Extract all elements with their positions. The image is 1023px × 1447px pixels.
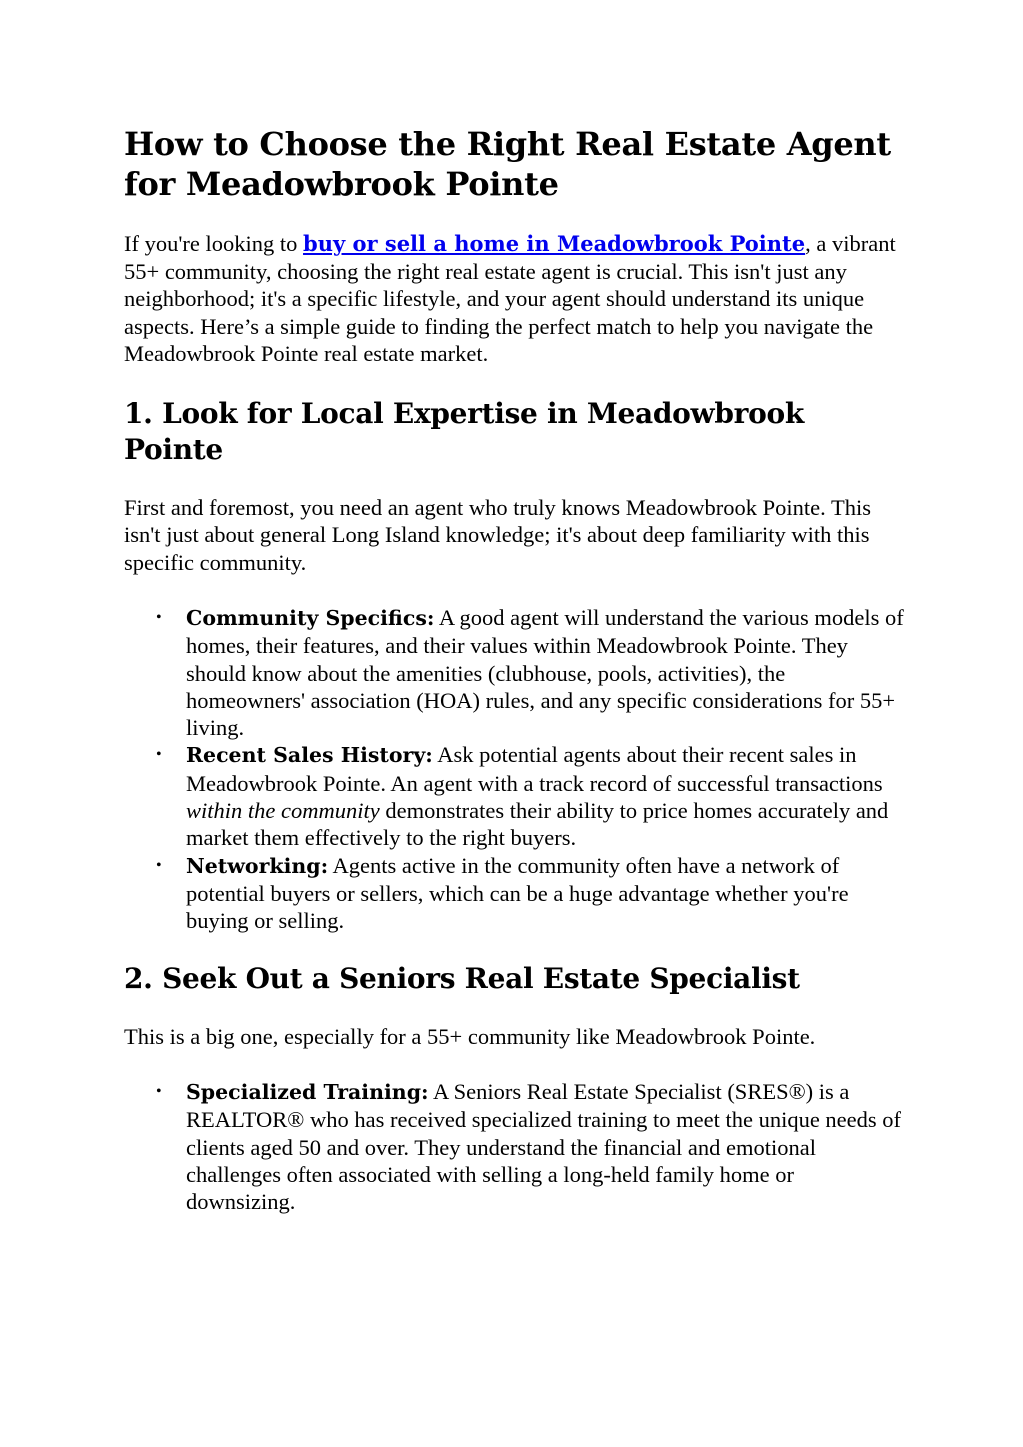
buy-sell-home-link[interactable]: buy or sell a home in Meadowbrook Pointe (303, 231, 806, 256)
page-title: How to Choose the Right Real Estate Agent for Meadowbrook Pointe (124, 125, 891, 203)
list-item-label: Recent Sales History: (186, 743, 433, 768)
list-item-label: Specialized Training: (186, 1080, 429, 1105)
bullet-icon: • (156, 746, 162, 764)
list-item-text: Ask potential agents about their recent sales in Meadowbrook Pointe. An agent with a track record of successful transactions (186, 742, 883, 796)
list-item-networking (156, 852, 904, 935)
document-page (124, 124, 904, 1242)
section-1-paragraph: First and foremost, you need an agent who truly knows Meadowbrook Pointe. This isn't just about general Long Island knowledge; it's about deep familiarity with this specific community. (124, 494, 871, 575)
list-item-label: Community Specifics: (186, 606, 435, 630)
list-item-recent-sales (156, 741, 904, 851)
list-item-community-specifics (156, 604, 904, 741)
intro-paragraph (124, 230, 904, 368)
list-item-text: A Seniors Real Estate Specialist (SRES®) is a REALTOR® who has received specialized training to meet the unique needs of clients aged 50 and over. They understand the financial and emotional challenges often associated with selling a long-held family home or downsizing. (186, 1079, 902, 1215)
section-1-heading: 1. Look for Local Expertise in Meadowbrook Pointe (124, 396, 804, 466)
section-1-list (124, 604, 904, 935)
intro-text-before: If you're looking to (124, 231, 304, 256)
list-item-label: Networking: (186, 853, 329, 878)
bullet-icon: • (156, 856, 162, 874)
section-2-heading: 2. Seek Out a Seniors Real Estate Specialist (124, 961, 800, 995)
bullet-icon: • (156, 609, 162, 626)
list-item-text: Agents active in the community often have a network of potential buyers or sellers, which can be a huge advantage whether you're buying or selling. (186, 852, 849, 934)
list-item-text-after: demonstrates their ability to price homes accurately and market them effectively to the right buyers. (186, 798, 889, 851)
section-2-list (124, 1078, 904, 1215)
intro-text-after: , a vibrant 55+ community, choosing the right real estate agent is crucial. This isn't just any neighborhood; it's a specific lifestyle, and your agent should understand its unique aspects. Here’s a simple guide to finding the perfect match to help you navigate the Meadowbrook Pointe real estate market. (124, 231, 896, 366)
list-item-emphasis: within the community (186, 798, 380, 824)
bullet-icon: • (156, 1083, 162, 1101)
section-2-paragraph: This is a big one, especially for a 55+ community like Meadowbrook Pointe. (124, 1023, 816, 1049)
list-item-specialized-training (156, 1078, 904, 1215)
list-item-text: A good agent will understand the various models of homes, their features, and their values within Meadowbrook Pointe. They should know about the amenities (clubhouse, pools, activities), the homeowners' association (HOA) rules, and any specific considerations for 55+ living. (186, 605, 904, 741)
